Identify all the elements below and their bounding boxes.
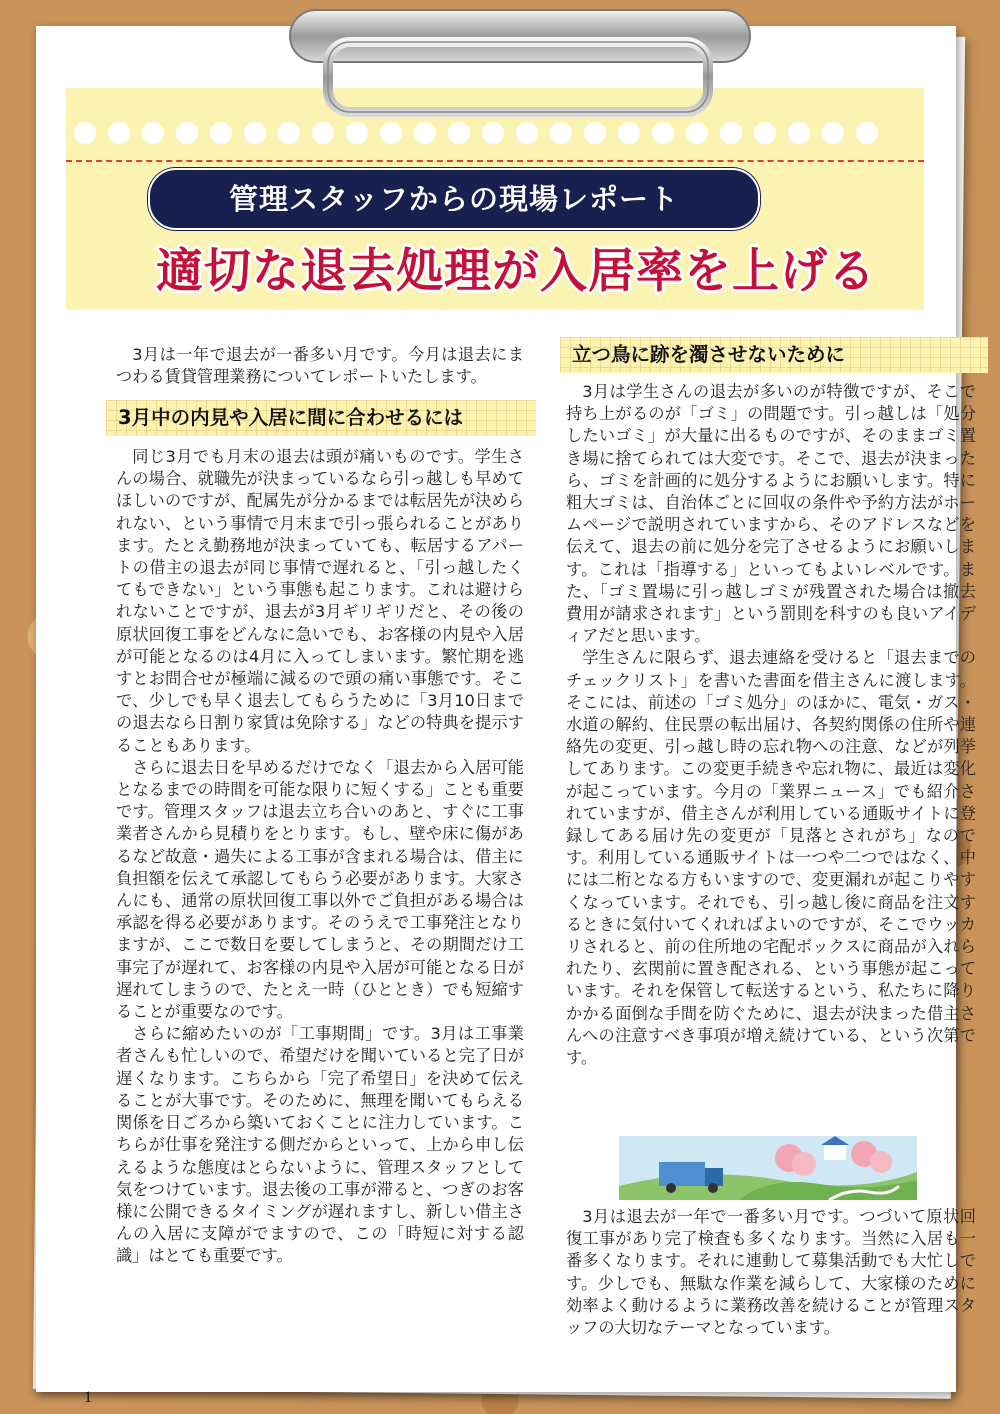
right-column-body	[566, 381, 976, 1069]
closing-paragraph-block	[566, 1206, 976, 1339]
paragraph: さらに縮めたいのが「工事期間」です。3月は工事業者さんも忙しいので、希望だけを聞いていると完了日が遅くなります。こちらから「完了希望日」を決めて伝えることが大事です。そのために、無理を聞いてもらえる関係を日ごろから築いておくことに注力しています。こちらが仕事を発注する側だからといって、上から申し伝えるような態度はとらないように、管理スタッフとして気をつけています。退去後の工事が滞ると、つぎのお客様に公開できるタイミングが遅れますし、新しい借主さんの入居に支障がでますので、この「時短に対する認識」はとても重要です。	[116, 1024, 524, 1266]
moving-truck-illustration	[619, 1136, 917, 1200]
intro-paragraph: 3月は一年で退去が一番多い月です。今月は退去にまつわる賃貸管理業務についてレポートいたします。	[116, 345, 524, 387]
page-number: 1	[84, 1389, 92, 1406]
paragraph: 学生さんに限らず、退去連絡を受けると「退去までのチェックリスト」を書いた書面を借主さんに渡します。そこには、前述の「ゴミ処分」のほかに、電気・ガス・水道の解約、住民票の転出届け、各契約関係の住所や連絡先の変更、引っ越し時の忘れ物への注意、などが列挙してあります。この変更手続きや忘れ物に、最近は変化が起こっています。今月の「業界ニュース」でも紹介されていますが、借主さんが利用している通販サイトに登録してある届け先の変更が「見落とされがち」なのです。利用している通販サイトは一つや二つではなく、中には二桁となる方もいますので、変更漏れが起こりやすくなっています。それでも、引っ越し後に商品を注文するときに気付いてくれればよいのですが、そこでウッカリされると、前の住所地の宅配ボックスに商品が入れられたり、玄関前に置き配される、という事態が起こっています。それを保管して転送するという、私たちに降りかかる面倒な手間を防ぐために、退去が決まった借主さんへの注意すべき事項が増え続けている、という次第です。	[566, 648, 976, 1068]
paragraph: さらに退去日を早めるだけでなく「退去から入居可能となるまでの時間を可能な限りに短くする」ことも重要です。管理スタッフは退去立ち合いのあと、すぐに工事業者さんから見積りをとります。もし、壁や床に傷があるなど故意・過失による工事が含まれる場合は、借主に負担額を伝えて承認してもらう必要があります。大家さんにも、通常の原状回復工事以外でご負担がある場合は承認を得る必要があります。そのうえで工事発注となりますが、ここで数日を要してしまうと、その期間だけ工事完了が遅れて、お客様の内見や入居が可能となる日が遅れてしまうので、たとえ一時（ひととき）でも短縮することが重要なのです。	[116, 757, 524, 1022]
clipboard-clip-icon	[288, 2, 752, 122]
header-dashed-line	[66, 160, 924, 162]
paragraph: 同じ3月でも月末の退去は頭が痛いものです。学生さんの場合、就職先が決まっているなら引っ越しも早めてほしいのですが、配属先が分かるまでは転居先が決められない、という事情で月末まで引っ張られることがあります。たとえ勤務地が決まっていても、転居するアパートの借主の退去が同じ事情で遅れると、「引っ越したくてもできない」という事態も起こります。これは避けられないことですが、退去が3月ギリギリだと、その後の原状回復工事をどんなに急いでも、お客様の内見や入居が可能となるのは4月に入ってしまいます。繁忙期を逃すとお問合せが極端に減るので頭の痛い事態です。そこで、少しでも早く退去してもらうために「3月10日までの退去なら日割り家賃は免除する」などの特典を提示することもあります。	[116, 447, 524, 755]
paragraph: 3月は学生さんの退去が多いのが特徴ですが、そこで持ち上がるのが「ゴミ」の問題です。引っ越しは「処分したいゴミ」が大量に出るものですが、そのままゴミ置き場に捨てられては大変です。そこで、退去が決まったら、ゴミを計画的に処分するようにお願いします。特に粗大ゴミは、自治体ごとに回収の条件や予約方法がホームページで説明されていますから、そのアドレスなどを伝えて、退去の前に処分を完了させるようにお願いします。これは「指導する」といってもよいレベルです。また、「ゴミ置場に引っ越しゴミが残置された場合は撤去費用が請求されます」という罰則を科すのも良いアイディアだと思います。	[566, 382, 976, 646]
paper-sheet	[36, 26, 976, 1406]
header-dots	[66, 122, 932, 144]
left-column	[116, 344, 524, 388]
report-banner: 管理スタッフからの現場レポート	[148, 168, 760, 230]
section-heading-1: 3月中の内見や入居に間に合わせるには	[106, 400, 536, 436]
left-column-body	[116, 446, 524, 1268]
closing-paragraph: 3月は退去が一年で一番多い月です。つづいて原状回復工事があり完了検査も多くなります。当然に入居も一番多くなります。それに連動して募集活動でも大忙しです。少しでも、無駄な作業を減らして、大家様のために効率よく動けるように業務改善を続けることが管理スタッフの大切なテーマとなっています。	[566, 1207, 976, 1338]
section-heading-2: 立つ鳥に跡を濁させないために	[560, 337, 988, 373]
page-title: 適切な退去処理が入居率を上げる	[156, 244, 876, 299]
